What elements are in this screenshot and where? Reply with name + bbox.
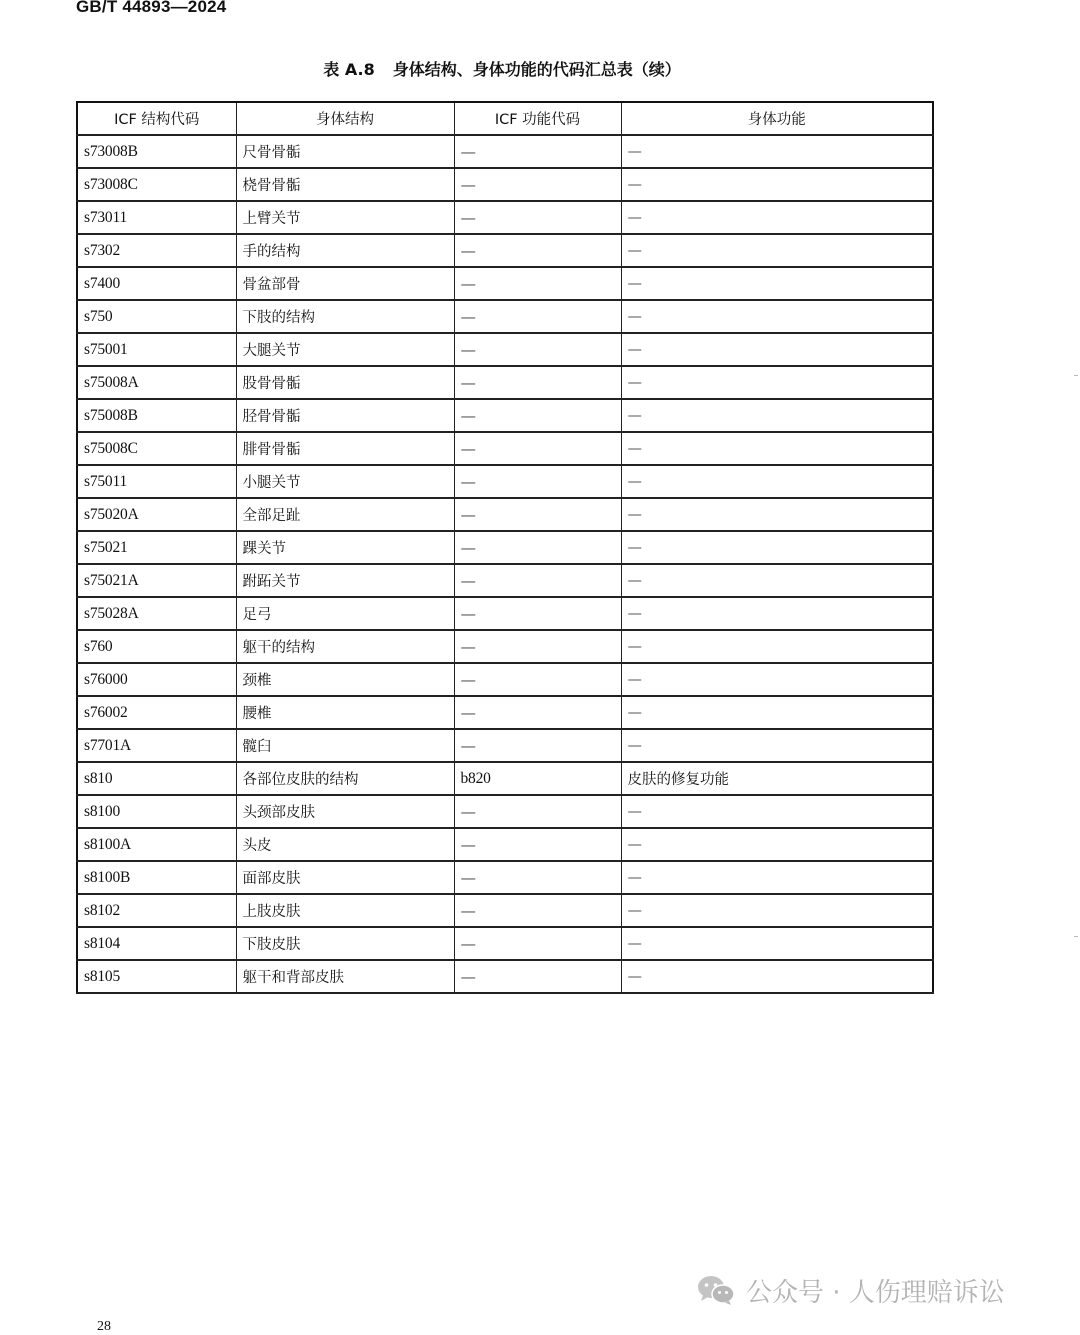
cell-function-code: — [454,861,621,894]
cell-structure: 头颈部皮肤 [236,795,454,828]
cell-structure: 上肢皮肤 [236,894,454,927]
table-row [77,729,933,762]
cell-structure-code: s76002 [77,696,236,729]
cell-structure-code: s75008B [77,399,236,432]
cell-structure: 上臂关节 [236,201,454,234]
cell-structure: 颈椎 [236,663,454,696]
cell-function-code: — [454,960,621,993]
wechat-icon [696,1274,736,1306]
cell-function: — [621,795,933,828]
cell-function: — [621,300,933,333]
cell-function-code: — [454,696,621,729]
cell-structure-code: s73011 [77,201,236,234]
cell-function-code: — [454,663,621,696]
cell-function-code: — [454,498,621,531]
cell-structure-code: s8105 [77,960,236,993]
cell-structure: 各部位皮肤的结构 [236,762,454,795]
cell-function-code: — [454,201,621,234]
cell-structure-code: s76000 [77,663,236,696]
table-row [77,234,933,267]
cell-structure-code: s75020A [77,498,236,531]
cell-function: — [621,267,933,300]
cell-structure-code: s810 [77,762,236,795]
cell-function: — [621,828,933,861]
table-row [77,498,933,531]
cell-structure-code: s8102 [77,894,236,927]
table-row [77,762,933,795]
cell-structure: 髋臼 [236,729,454,762]
cell-function: — [621,531,933,564]
table-row [77,894,933,927]
table-row [77,828,933,861]
code-summary-table [76,101,934,994]
cell-structure: 桡骨骨骺 [236,168,454,201]
table-row [77,960,933,993]
table-row [77,795,933,828]
table-body [77,135,933,993]
table-row [77,696,933,729]
cell-function: — [621,399,933,432]
header-structure-code: ICF 结构代码 [77,102,236,135]
cell-structure-code: s7701A [77,729,236,762]
cell-function: — [621,498,933,531]
table-header-row [77,102,933,135]
cell-structure-code: s750 [77,300,236,333]
scan-edge-mark [1074,936,1078,937]
cell-structure: 小腿关节 [236,465,454,498]
table-row [77,861,933,894]
cell-structure: 骨盆部骨 [236,267,454,300]
cell-function-code: — [454,333,621,366]
table-row [77,267,933,300]
cell-function: — [621,201,933,234]
scan-edge-mark [1074,375,1078,376]
cell-function: — [621,366,933,399]
cell-function-code: — [454,432,621,465]
cell-function-code: b820 [454,762,621,795]
cell-structure-code: s8100B [77,861,236,894]
cell-function: — [621,465,933,498]
header-function: 身体功能 [621,102,933,135]
cell-function: — [621,234,933,267]
cell-structure-code: s760 [77,630,236,663]
header-structure: 身体结构 [236,102,454,135]
cell-structure: 手的结构 [236,234,454,267]
cell-function: — [621,432,933,465]
cell-structure-code: s73008C [77,168,236,201]
table-row [77,168,933,201]
table-row [77,927,933,960]
table-caption: 身体结构、身体功能的代码汇总表（续） [392,60,681,79]
cell-function-code: — [454,366,621,399]
cell-function: — [621,894,933,927]
table-row [77,300,933,333]
cell-function-code: — [454,267,621,300]
table-number: 表 A.8 [323,60,375,79]
cell-structure-code: s8104 [77,927,236,960]
table-row [77,333,933,366]
cell-structure: 踝关节 [236,531,454,564]
table-row [77,630,933,663]
page-number: 28 [97,1319,111,1334]
cell-function-code: — [454,828,621,861]
cell-structure-code: s75021A [77,564,236,597]
cell-function: — [621,696,933,729]
cell-structure-code: s75008C [77,432,236,465]
cell-structure-code: s73008B [77,135,236,168]
cell-function-code: — [454,927,621,960]
cell-structure: 胫骨骨骺 [236,399,454,432]
cell-function: — [621,861,933,894]
cell-structure-code: s8100 [77,795,236,828]
cell-structure-code: s75011 [77,465,236,498]
cell-structure: 股骨骨骺 [236,366,454,399]
cell-function-code: — [454,630,621,663]
cell-structure-code: s75021 [77,531,236,564]
cell-structure-code: s8100A [77,828,236,861]
cell-function-code: — [454,531,621,564]
table-row [77,432,933,465]
cell-function-code: — [454,300,621,333]
cell-function-code: — [454,399,621,432]
table-row [77,597,933,630]
cell-structure: 躯干和背部皮肤 [236,960,454,993]
cell-function: — [621,135,933,168]
cell-structure: 躯干的结构 [236,630,454,663]
cell-function: — [621,564,933,597]
cell-structure: 面部皮肤 [236,861,454,894]
table-row [77,399,933,432]
standard-number: GB/T 44893—2024 [76,0,227,16]
header-function-code: ICF 功能代码 [454,102,621,135]
cell-function-code: — [454,894,621,927]
table-row [77,663,933,696]
cell-function-code: — [454,729,621,762]
table-row [77,564,933,597]
cell-structure: 头皮 [236,828,454,861]
watermark [696,1272,1005,1308]
cell-structure-code: s75008A [77,366,236,399]
cell-structure: 大腿关节 [236,333,454,366]
table-row [77,201,933,234]
cell-function: — [621,597,933,630]
cell-structure: 腰椎 [236,696,454,729]
cell-function: — [621,630,933,663]
cell-structure: 下肢皮肤 [236,927,454,960]
cell-function-code: — [454,465,621,498]
cell-structure: 腓骨骨骺 [236,432,454,465]
cell-function-code: — [454,234,621,267]
cell-function: — [621,333,933,366]
cell-function: — [621,729,933,762]
cell-structure-code: s75001 [77,333,236,366]
table-row [77,366,933,399]
cell-function: — [621,960,933,993]
watermark-text: 公众号 · 人伤理赔诉讼 [746,1277,1005,1308]
cell-function-code: — [454,795,621,828]
table-title [0,57,1004,80]
cell-function: — [621,168,933,201]
cell-structure: 全部足趾 [236,498,454,531]
cell-function-code: — [454,597,621,630]
table-row [77,531,933,564]
cell-function-code: — [454,135,621,168]
cell-function: — [621,927,933,960]
table-row [77,465,933,498]
cell-structure: 下肢的结构 [236,300,454,333]
cell-structure: 跗跖关节 [236,564,454,597]
cell-function-code: — [454,168,621,201]
table-row [77,135,933,168]
cell-structure-code: s7400 [77,267,236,300]
cell-function: — [621,663,933,696]
cell-structure: 足弓 [236,597,454,630]
cell-structure-code: s75028A [77,597,236,630]
cell-structure: 尺骨骨骺 [236,135,454,168]
cell-function: 皮肤的修复功能 [621,762,933,795]
cell-structure-code: s7302 [77,234,236,267]
cell-function-code: — [454,564,621,597]
